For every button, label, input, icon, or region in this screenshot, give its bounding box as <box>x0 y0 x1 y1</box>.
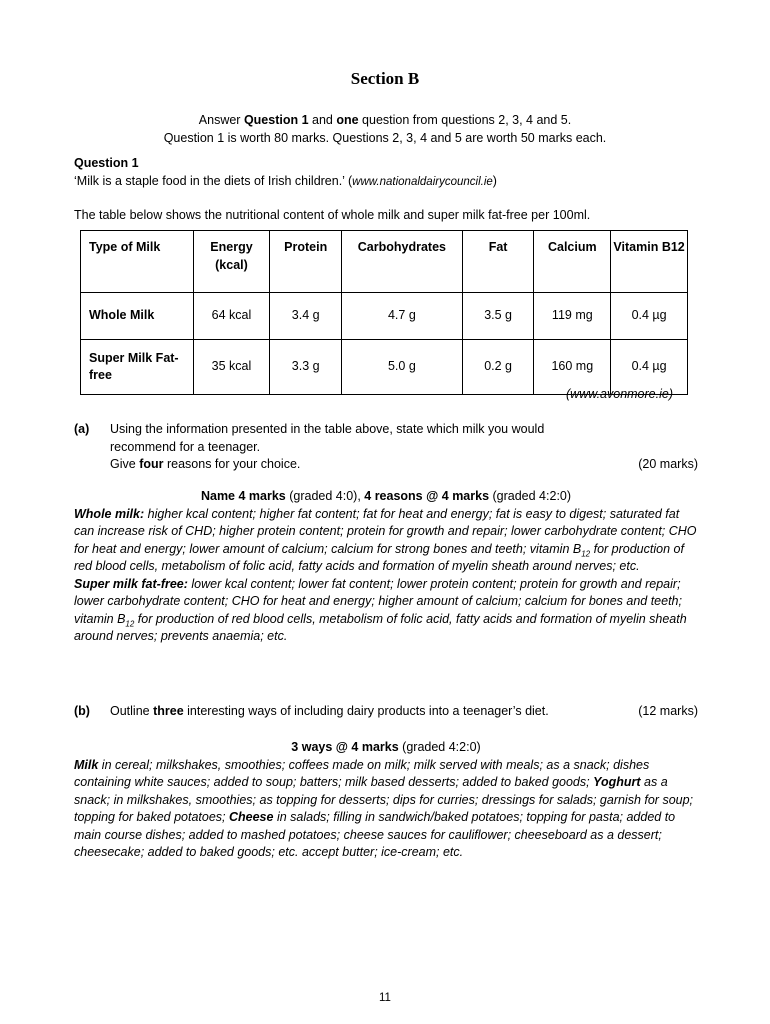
table-header: Calcium <box>534 231 611 293</box>
page-number: 11 <box>379 992 391 1004</box>
table-cell: 5.0 g <box>342 340 463 395</box>
part-b-marks: (12 marks) <box>638 704 698 718</box>
table-cell: 3.5 g <box>462 293 534 340</box>
part-b-answer: Milk in cereal; milkshakes, smoothies; coffees made on milk; milk served with meals; as a snack; dishes containing white sauces; added to soup; batters; milk based desserts; added to baked goods; Yoghurt as a snack; in milkshakes, smoothies; as topping for desserts; dips for curries; dressings for salads; garnish for soup; topping for baked potatoes; Cheese in salads; filling in sandwich/baked potatoes; topping for pasta; added to main course dishes; added to mashed potatoes; cheese sauces for cauliflower; cheeseboard as a dessert; cheesecake; added to baked goods; etc. accept butter; ice-cream; etc. <box>74 757 694 859</box>
instructions-line-2: Question 1 is worth 80 marks. Questions 2, 3, 4 and 5 are worth 50 marks each. <box>163 130 607 145</box>
quote-source: www.nationaldairycouncil.ie <box>352 175 493 188</box>
part-a-line-3: Give four reasons for your choice. (20 marks) <box>110 456 698 474</box>
table-cell: 0.4 µg <box>611 293 688 340</box>
table-cell: Super Milk Fat-free <box>81 340 194 395</box>
table-cell: 3.3 g <box>270 340 342 395</box>
table-cell: 0.2 g <box>462 340 534 395</box>
part-a-label: (a) <box>74 422 90 436</box>
part-b-question <box>74 703 698 721</box>
part-a-marking-scheme <box>74 488 698 646</box>
question-1-heading: Question 1 <box>74 156 139 170</box>
table-header: Carbohydrates <box>342 231 463 293</box>
part-a-line-2: recommend for a teenager. <box>110 439 261 454</box>
whole-milk-answer: Whole milk: higher kcal content; higher fat content; fat for heat and energy; fat is easy to digest; saturated fat can increase risk of CHD; higher protein content; protein for growth and repair; lower carbohydrate content; CHO for heat and energy; lower amount of calcium; calcium for strong bones and teeth; vitamin $B_{12}$ for production of red blood cells, metabolism of folic acid, fatty acids and formation of myelin sheath around nerves; etc. <box>74 506 697 573</box>
part-b-text: Outline three interesting ways of including dairy products into a teenager’s diet. (12 marks) <box>110 703 698 721</box>
section-title: Section B <box>350 69 420 88</box>
part-b-label: (b) <box>74 704 90 718</box>
part-a-grading: Name 4 marks (graded 4:0), 4 reasons @ 4 marks (graded 4:2:0) <box>200 489 572 503</box>
table-cell: 3.4 g <box>270 293 342 340</box>
table-cell: 4.7 g <box>342 293 463 340</box>
table-cell: 35 kcal <box>193 340 270 395</box>
part-b-marking-scheme <box>74 739 698 862</box>
part-a-question <box>74 421 698 474</box>
question-1-quote: ‘Milk is a staple food in the diets of Irish children.’ (www.nationaldairycouncil.ie) <box>74 173 497 188</box>
table-header: Energy (kcal) <box>193 231 270 293</box>
part-b-grading: 3 ways @ 4 marks (graded 4:2:0) <box>291 740 481 754</box>
table-cell: 0.4 µg <box>611 340 688 395</box>
table-cell: Whole Milk <box>81 293 194 340</box>
table-cell: 64 kcal <box>193 293 270 340</box>
nutrition-table <box>80 230 688 395</box>
question-1 <box>74 155 704 191</box>
table-header: Fat <box>462 231 534 293</box>
part-a-line-1: Using the information presented in the table above, state which milk you would <box>110 422 545 436</box>
table-source: (www.avonmore.ie) <box>566 387 673 401</box>
table-header: Vitamin B12 <box>611 231 688 293</box>
table-cell: 119 mg <box>534 293 611 340</box>
instructions-line-1: Answer Question 1 and one question from questions 2, 3, 4 and 5. <box>198 113 572 127</box>
table-header: Type of Milk <box>81 231 194 293</box>
table-header-row <box>81 231 688 293</box>
table-intro: The table below shows the nutritional content of whole milk and super milk fat-free per 100ml. <box>74 208 591 222</box>
table-cell: 160 mg <box>534 340 611 395</box>
super-milk-answer: Super milk fat-free: lower kcal content; lower fat content; lower protein content; protein for growth and repair; lower carbohydrate content; CHO for heat and energy; higher amount of calcium; calcium for bones and teeth; vitamin $B_{12}$ for production of red blood cells, metabolism of folic acid, fatty acids and formation of myelin sheath around nerves; prevents anaemia; etc. <box>74 576 687 643</box>
table-row <box>81 293 688 340</box>
instructions <box>0 112 770 147</box>
part-a-marks: (20 marks) <box>638 457 698 471</box>
table-header: Protein <box>270 231 342 293</box>
